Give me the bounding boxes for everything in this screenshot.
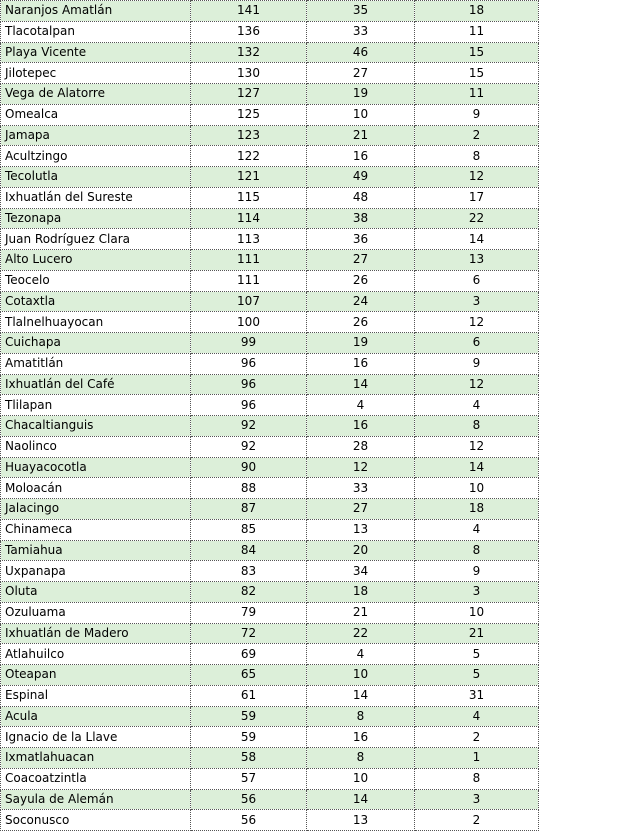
table-row xyxy=(1,104,539,125)
value-col-3-cell: 6 xyxy=(415,270,539,291)
municipality-name-cell: Ixhuatlán del Café xyxy=(1,374,191,395)
value-col-3-cell: 4 xyxy=(415,519,539,540)
value-col-1-cell: 107 xyxy=(191,291,307,312)
value-col-1-cell: 72 xyxy=(191,623,307,644)
table-row xyxy=(1,706,539,727)
municipality-name-cell: Chacaltianguis xyxy=(1,416,191,437)
value-col-1-cell: 132 xyxy=(191,42,307,63)
value-col-1-cell: 130 xyxy=(191,63,307,84)
value-col-2-cell: 24 xyxy=(307,291,415,312)
municipality-name-cell: Jilotepec xyxy=(1,63,191,84)
municipality-name-cell: Tecolutla xyxy=(1,167,191,188)
table-row xyxy=(1,602,539,623)
value-col-1-cell: 96 xyxy=(191,395,307,416)
table-row xyxy=(1,519,539,540)
table-row xyxy=(1,457,539,478)
municipality-name-cell: Teocelo xyxy=(1,270,191,291)
value-col-1-cell: 141 xyxy=(191,1,307,22)
value-col-2-cell: 27 xyxy=(307,63,415,84)
value-col-3-cell: 10 xyxy=(415,602,539,623)
value-col-1-cell: 111 xyxy=(191,270,307,291)
value-col-3-cell: 5 xyxy=(415,644,539,665)
table-row xyxy=(1,125,539,146)
value-col-1-cell: 87 xyxy=(191,499,307,520)
municipality-name-cell: Playa Vicente xyxy=(1,42,191,63)
value-col-3-cell: 31 xyxy=(415,685,539,706)
value-col-2-cell: 38 xyxy=(307,208,415,229)
value-col-2-cell: 49 xyxy=(307,167,415,188)
table-row xyxy=(1,768,539,789)
municipality-name-cell: Tlilapan xyxy=(1,395,191,416)
table-row xyxy=(1,582,539,603)
value-col-1-cell: 59 xyxy=(191,706,307,727)
table-body xyxy=(1,1,539,831)
value-col-2-cell: 14 xyxy=(307,685,415,706)
value-col-2-cell: 4 xyxy=(307,644,415,665)
value-col-2-cell: 8 xyxy=(307,706,415,727)
table-row xyxy=(1,416,539,437)
value-col-1-cell: 57 xyxy=(191,768,307,789)
municipality-name-cell: Ozuluama xyxy=(1,602,191,623)
table-row xyxy=(1,810,539,831)
municipality-name-cell: Ixmatlahuacan xyxy=(1,748,191,769)
table-row xyxy=(1,312,539,333)
table-row xyxy=(1,499,539,520)
value-col-1-cell: 65 xyxy=(191,665,307,686)
value-col-2-cell: 28 xyxy=(307,436,415,457)
value-col-3-cell: 18 xyxy=(415,499,539,520)
value-col-2-cell: 16 xyxy=(307,146,415,167)
table-row xyxy=(1,727,539,748)
value-col-3-cell: 4 xyxy=(415,706,539,727)
value-col-1-cell: 111 xyxy=(191,250,307,271)
value-col-1-cell: 127 xyxy=(191,84,307,105)
value-col-2-cell: 34 xyxy=(307,561,415,582)
value-col-3-cell: 12 xyxy=(415,436,539,457)
value-col-2-cell: 21 xyxy=(307,602,415,623)
value-col-3-cell: 2 xyxy=(415,810,539,831)
value-col-3-cell: 8 xyxy=(415,768,539,789)
table-row xyxy=(1,167,539,188)
value-col-2-cell: 36 xyxy=(307,229,415,250)
value-col-1-cell: 115 xyxy=(191,187,307,208)
municipality-name-cell: Cuichapa xyxy=(1,333,191,354)
table-row xyxy=(1,374,539,395)
municipality-name-cell: Tezonapa xyxy=(1,208,191,229)
municipality-name-cell: Oteapan xyxy=(1,665,191,686)
table-row xyxy=(1,333,539,354)
value-col-1-cell: 84 xyxy=(191,540,307,561)
value-col-1-cell: 136 xyxy=(191,21,307,42)
table-row xyxy=(1,685,539,706)
value-col-3-cell: 21 xyxy=(415,623,539,644)
value-col-3-cell: 8 xyxy=(415,416,539,437)
value-col-1-cell: 88 xyxy=(191,478,307,499)
municipality-name-cell: Huayacocotla xyxy=(1,457,191,478)
value-col-1-cell: 58 xyxy=(191,748,307,769)
value-col-2-cell: 33 xyxy=(307,21,415,42)
value-col-1-cell: 92 xyxy=(191,416,307,437)
municipality-name-cell: Alto Lucero xyxy=(1,250,191,271)
value-col-2-cell: 48 xyxy=(307,187,415,208)
value-col-2-cell: 21 xyxy=(307,125,415,146)
value-col-1-cell: 100 xyxy=(191,312,307,333)
value-col-2-cell: 19 xyxy=(307,333,415,354)
value-col-3-cell: 11 xyxy=(415,84,539,105)
municipality-name-cell: Atlahuilco xyxy=(1,644,191,665)
value-col-1-cell: 61 xyxy=(191,685,307,706)
value-col-3-cell: 10 xyxy=(415,478,539,499)
municipality-name-cell: Tlalnelhuayocan xyxy=(1,312,191,333)
value-col-2-cell: 26 xyxy=(307,312,415,333)
value-col-3-cell: 12 xyxy=(415,374,539,395)
table-row xyxy=(1,353,539,374)
table-row xyxy=(1,250,539,271)
value-col-2-cell: 16 xyxy=(307,353,415,374)
value-col-2-cell: 18 xyxy=(307,582,415,603)
table-row xyxy=(1,540,539,561)
table-row xyxy=(1,644,539,665)
value-col-3-cell: 18 xyxy=(415,1,539,22)
table-row xyxy=(1,63,539,84)
value-col-2-cell: 19 xyxy=(307,84,415,105)
table-row xyxy=(1,748,539,769)
value-col-2-cell: 13 xyxy=(307,810,415,831)
municipality-name-cell: Moloacán xyxy=(1,478,191,499)
value-col-1-cell: 85 xyxy=(191,519,307,540)
value-col-1-cell: 82 xyxy=(191,582,307,603)
municipality-name-cell: Tlacotalpan xyxy=(1,21,191,42)
municipality-name-cell: Amatitlán xyxy=(1,353,191,374)
table-row xyxy=(1,436,539,457)
municipality-name-cell: Sayula de Alemán xyxy=(1,789,191,810)
value-col-1-cell: 114 xyxy=(191,208,307,229)
value-col-3-cell: 2 xyxy=(415,727,539,748)
table-row xyxy=(1,84,539,105)
table-row xyxy=(1,187,539,208)
value-col-1-cell: 79 xyxy=(191,602,307,623)
value-col-2-cell: 26 xyxy=(307,270,415,291)
value-col-2-cell: 8 xyxy=(307,748,415,769)
value-col-3-cell: 3 xyxy=(415,291,539,312)
table-row xyxy=(1,42,539,63)
value-col-3-cell: 3 xyxy=(415,789,539,810)
value-col-3-cell: 12 xyxy=(415,167,539,188)
value-col-3-cell: 14 xyxy=(415,457,539,478)
municipality-name-cell: Juan Rodríguez Clara xyxy=(1,229,191,250)
value-col-2-cell: 22 xyxy=(307,623,415,644)
table-row xyxy=(1,270,539,291)
value-col-2-cell: 14 xyxy=(307,789,415,810)
value-col-3-cell: 8 xyxy=(415,146,539,167)
value-col-1-cell: 122 xyxy=(191,146,307,167)
value-col-1-cell: 92 xyxy=(191,436,307,457)
table-row xyxy=(1,21,539,42)
value-col-2-cell: 27 xyxy=(307,250,415,271)
value-col-1-cell: 69 xyxy=(191,644,307,665)
table-row xyxy=(1,789,539,810)
value-col-1-cell: 83 xyxy=(191,561,307,582)
table-row xyxy=(1,146,539,167)
table-row xyxy=(1,1,539,22)
municipality-name-cell: Jamapa xyxy=(1,125,191,146)
municipality-name-cell: Ignacio de la Llave xyxy=(1,727,191,748)
municipality-name-cell: Coacoatzintla xyxy=(1,768,191,789)
value-col-3-cell: 15 xyxy=(415,63,539,84)
value-col-2-cell: 10 xyxy=(307,665,415,686)
municipality-name-cell: Jalacingo xyxy=(1,499,191,520)
value-col-3-cell: 12 xyxy=(415,312,539,333)
table-row xyxy=(1,229,539,250)
value-col-2-cell: 27 xyxy=(307,499,415,520)
value-col-3-cell: 15 xyxy=(415,42,539,63)
municipality-name-cell: Soconusco xyxy=(1,810,191,831)
municipality-name-cell: Uxpanapa xyxy=(1,561,191,582)
value-col-1-cell: 125 xyxy=(191,104,307,125)
value-col-2-cell: 16 xyxy=(307,727,415,748)
value-col-2-cell: 20 xyxy=(307,540,415,561)
municipality-name-cell: Chinameca xyxy=(1,519,191,540)
value-col-2-cell: 33 xyxy=(307,478,415,499)
value-col-1-cell: 56 xyxy=(191,789,307,810)
table-row xyxy=(1,208,539,229)
value-col-3-cell: 8 xyxy=(415,540,539,561)
municipality-name-cell: Cotaxtla xyxy=(1,291,191,312)
value-col-3-cell: 4 xyxy=(415,395,539,416)
value-col-1-cell: 99 xyxy=(191,333,307,354)
value-col-3-cell: 11 xyxy=(415,21,539,42)
value-col-3-cell: 13 xyxy=(415,250,539,271)
municipality-name-cell: Espinal xyxy=(1,685,191,706)
value-col-1-cell: 113 xyxy=(191,229,307,250)
municipality-name-cell: Acula xyxy=(1,706,191,727)
value-col-1-cell: 121 xyxy=(191,167,307,188)
value-col-2-cell: 14 xyxy=(307,374,415,395)
municipality-name-cell: Ixhuatlán del Sureste xyxy=(1,187,191,208)
value-col-1-cell: 90 xyxy=(191,457,307,478)
municipality-name-cell: Vega de Alatorre xyxy=(1,84,191,105)
municipality-name-cell: Omealca xyxy=(1,104,191,125)
value-col-3-cell: 9 xyxy=(415,104,539,125)
municipality-name-cell: Naranjos Amatlán xyxy=(1,1,191,22)
value-col-3-cell: 17 xyxy=(415,187,539,208)
value-col-2-cell: 4 xyxy=(307,395,415,416)
value-col-2-cell: 12 xyxy=(307,457,415,478)
municipality-name-cell: Oluta xyxy=(1,582,191,603)
table-row xyxy=(1,395,539,416)
table-row xyxy=(1,561,539,582)
value-col-1-cell: 96 xyxy=(191,353,307,374)
value-col-2-cell: 46 xyxy=(307,42,415,63)
value-col-3-cell: 3 xyxy=(415,582,539,603)
table-row xyxy=(1,291,539,312)
table-row xyxy=(1,478,539,499)
value-col-1-cell: 96 xyxy=(191,374,307,395)
table-row xyxy=(1,665,539,686)
value-col-2-cell: 35 xyxy=(307,1,415,22)
municipality-name-cell: Tamiahua xyxy=(1,540,191,561)
table-row xyxy=(1,623,539,644)
value-col-1-cell: 59 xyxy=(191,727,307,748)
value-col-3-cell: 9 xyxy=(415,353,539,374)
municipality-name-cell: Ixhuatlán de Madero xyxy=(1,623,191,644)
value-col-1-cell: 123 xyxy=(191,125,307,146)
value-col-3-cell: 22 xyxy=(415,208,539,229)
value-col-3-cell: 6 xyxy=(415,333,539,354)
value-col-3-cell: 14 xyxy=(415,229,539,250)
value-col-3-cell: 9 xyxy=(415,561,539,582)
value-col-2-cell: 10 xyxy=(307,768,415,789)
value-col-2-cell: 16 xyxy=(307,416,415,437)
municipality-name-cell: Acultzingo xyxy=(1,146,191,167)
value-col-3-cell: 2 xyxy=(415,125,539,146)
value-col-3-cell: 5 xyxy=(415,665,539,686)
value-col-2-cell: 13 xyxy=(307,519,415,540)
value-col-3-cell: 1 xyxy=(415,748,539,769)
municipality-name-cell: Naolinco xyxy=(1,436,191,457)
value-col-2-cell: 10 xyxy=(307,104,415,125)
value-col-1-cell: 56 xyxy=(191,810,307,831)
